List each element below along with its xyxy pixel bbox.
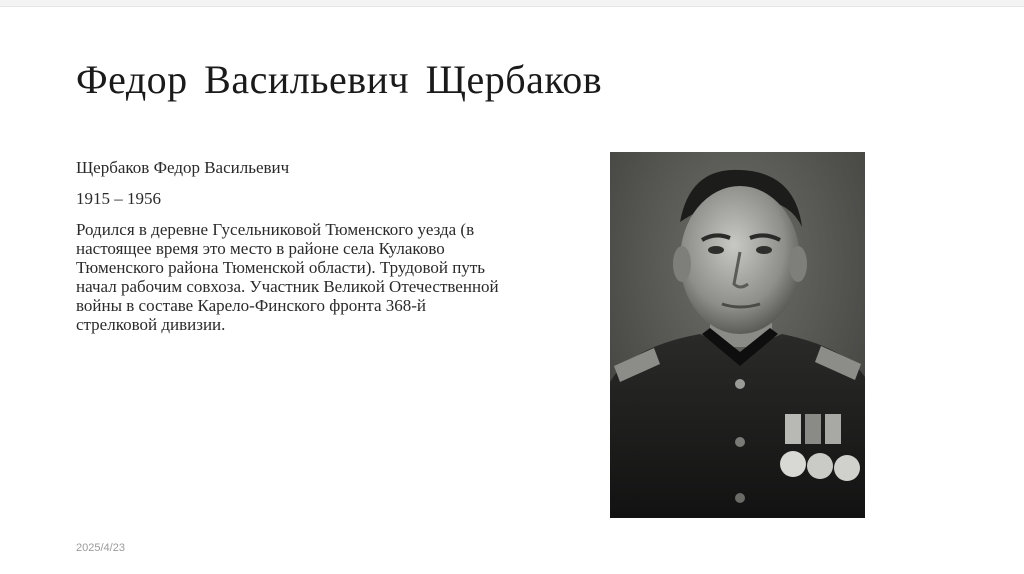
- portrait-photo: [610, 152, 865, 518]
- slide-title: Федор Васильевич Щербаков: [76, 57, 603, 102]
- life-years: 1915 – 1956: [76, 189, 161, 208]
- slide-date: 2025/4/23: [76, 542, 125, 554]
- slide-body: [76, 158, 506, 346]
- person-name: Щербаков Федор Васильевич: [76, 158, 290, 177]
- portrait-illustration: [610, 152, 865, 518]
- biography-text: Родился в деревне Гусельниковой Тюменского уезда (в настоящее время это место в районе села Кулаково Тюменского района Тюменской области). Трудовой путь начал рабочим совхоза. Участник Великой Отечественной войны в составе Карело-Финского фронта 368-й стрелковой дивизии.: [76, 220, 499, 334]
- slide-top-edge: [0, 0, 1024, 7]
